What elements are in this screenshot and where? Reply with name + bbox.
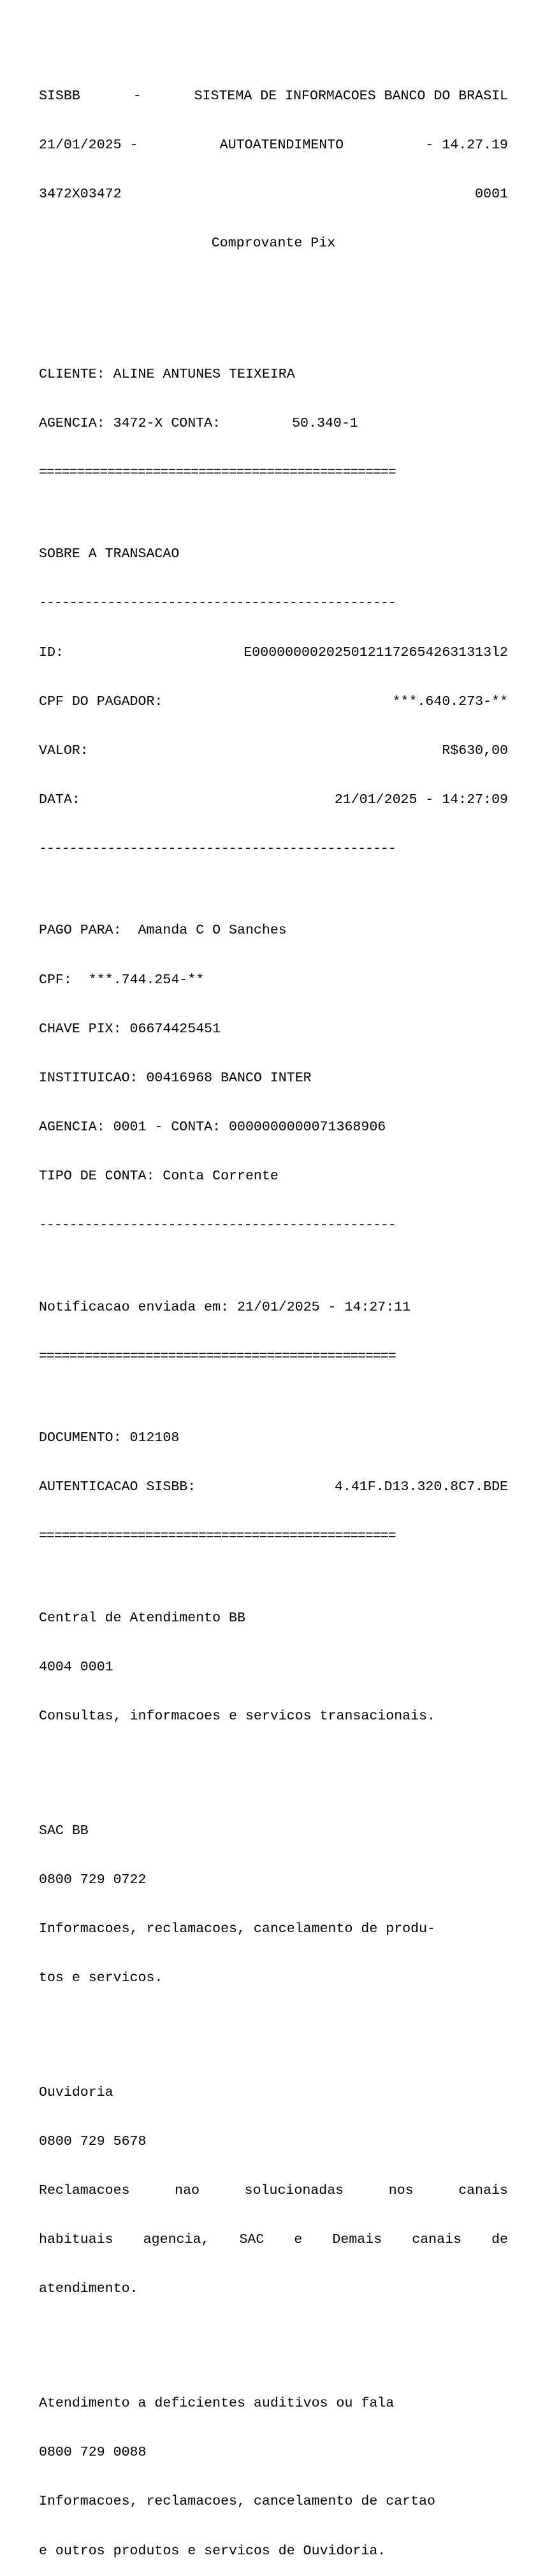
receipt-title: Comprovante Pix: [211, 236, 336, 252]
transaction-id-row: [39, 645, 508, 662]
word: nos: [388, 2183, 414, 2199]
header-channel: AUTOATENDIMENTO: [219, 137, 344, 153]
payee-account-type: TIPO DE CONTA: Conta Corrente: [39, 1168, 279, 1184]
double-rule: ===============================================: [39, 1348, 396, 1364]
deficientes-phone: 0800 729 0088: [39, 2445, 147, 2461]
payee-name: PAGO PARA: Amanda C O Sanches: [39, 923, 287, 939]
single-rule: -----------------------------------------------: [39, 1218, 396, 1233]
double-rule: ===============================================: [39, 464, 396, 480]
terminal-id: 3472X03472: [39, 187, 122, 202]
date-row: [39, 792, 508, 809]
ouvidoria-description-line-3: atendimento.: [39, 2281, 138, 2297]
client-account-number: 50.340-1: [292, 415, 358, 431]
word: Demais: [332, 2232, 382, 2248]
ouvidoria-description-line-1: [39, 2183, 508, 2200]
word: e: [294, 2232, 303, 2248]
sac-name: SAC BB: [39, 1823, 89, 1839]
payee-institution: INSTITUICAO: 00416968 BANCO INTER: [39, 1070, 312, 1086]
notification-line: Notificacao enviada em: 21/01/2025 - 14:27:11: [39, 1299, 411, 1315]
single-rule: -----------------------------------------------: [39, 595, 396, 611]
payer-cpf: ***.640.273-**: [392, 694, 508, 709]
authentication-row: [39, 1479, 508, 1496]
pix-key: CHAVE PIX: 06674425451: [39, 1021, 221, 1037]
ouvidoria-name: Ouvidoria: [39, 2085, 113, 2101]
word: Reclamacoes: [39, 2183, 130, 2199]
sac-phone: 0800 729 0722: [39, 1872, 147, 1888]
payee-account: AGENCIA: 0001 - CONTA: 0000000000071368906: [39, 1119, 386, 1135]
pix-receipt: [39, 23, 508, 2576]
ouvidoria-description-line-2: [39, 2232, 508, 2249]
deficientes-description-line-1: Informacoes, reclamacoes, cancelamento de cartao: [39, 2494, 436, 2510]
word: canais: [458, 2183, 508, 2199]
ouvidoria-phone: 0800 729 5678: [39, 2134, 147, 2150]
system-header: [39, 89, 508, 105]
amount-row: [39, 743, 508, 760]
client-account-line: [39, 416, 508, 432]
central-description: Consultas, informacoes e servicos transacionais.: [39, 1708, 436, 1724]
word: canais: [412, 2232, 462, 2248]
client-account-label: AGENCIA: 3472-X CONTA:: [39, 415, 221, 431]
document-number: DOCUMENTO: 012108: [39, 1430, 180, 1446]
word: habituais: [39, 2232, 113, 2248]
field-label: VALOR:: [39, 743, 89, 758]
header-time: - 14.27.19: [425, 137, 508, 153]
sac-description-line-2: tos e servicos.: [39, 1970, 163, 1986]
client-name: CLIENTE: ALINE ANTUNES TEIXEIRA: [39, 366, 295, 382]
central-phone: 4004 0001: [39, 1659, 113, 1675]
central-name: Central de Atendimento BB: [39, 1610, 245, 1626]
payee-cpf: CPF: ***.744.254-**: [39, 972, 205, 988]
transaction-datetime: 21/01/2025 - 14:27:09: [334, 792, 508, 808]
header-dash: -: [133, 88, 142, 104]
payer-cpf-row: [39, 694, 508, 711]
single-rule: -----------------------------------------------: [39, 841, 396, 857]
system-code: SISBB: [39, 88, 80, 104]
date-channel-line: [39, 138, 508, 154]
transaction-id: E00000000202501211726542631313l2: [243, 644, 508, 660]
field-label: DATA:: [39, 792, 80, 808]
deficientes-name: Atendimento a deficientes auditivos ou fala: [39, 2396, 395, 2412]
word: nao: [175, 2183, 200, 2199]
sequence-number: 0001: [475, 187, 508, 202]
section-title-transaction: SOBRE A TRANSACAO: [39, 546, 180, 562]
amount-value: R$630,00: [442, 743, 508, 758]
word: solucionadas: [244, 2183, 344, 2199]
word: agencia,: [143, 2232, 210, 2248]
field-label: CPF DO PAGADOR:: [39, 694, 163, 709]
terminal-line: [39, 187, 508, 203]
word: de: [491, 2232, 508, 2248]
header-date: 21/01/2025 -: [39, 137, 138, 153]
authentication-code: 4.41F.D13.320.8C7.BDE: [334, 1479, 508, 1495]
system-name: SISTEMA DE INFORMACOES BANCO DO BRASIL: [194, 88, 508, 104]
word: SAC: [239, 2232, 265, 2248]
deficientes-description-line-2: e outros produtos e servicos de Ouvidoria.: [39, 2543, 386, 2559]
double-rule: ===============================================: [39, 1528, 396, 1544]
sac-description-line-1: Informacoes, reclamacoes, cancelamento de produ-: [39, 1921, 436, 1937]
authentication-label: AUTENTICACAO SISBB:: [39, 1479, 196, 1495]
field-label: ID:: [39, 644, 64, 660]
